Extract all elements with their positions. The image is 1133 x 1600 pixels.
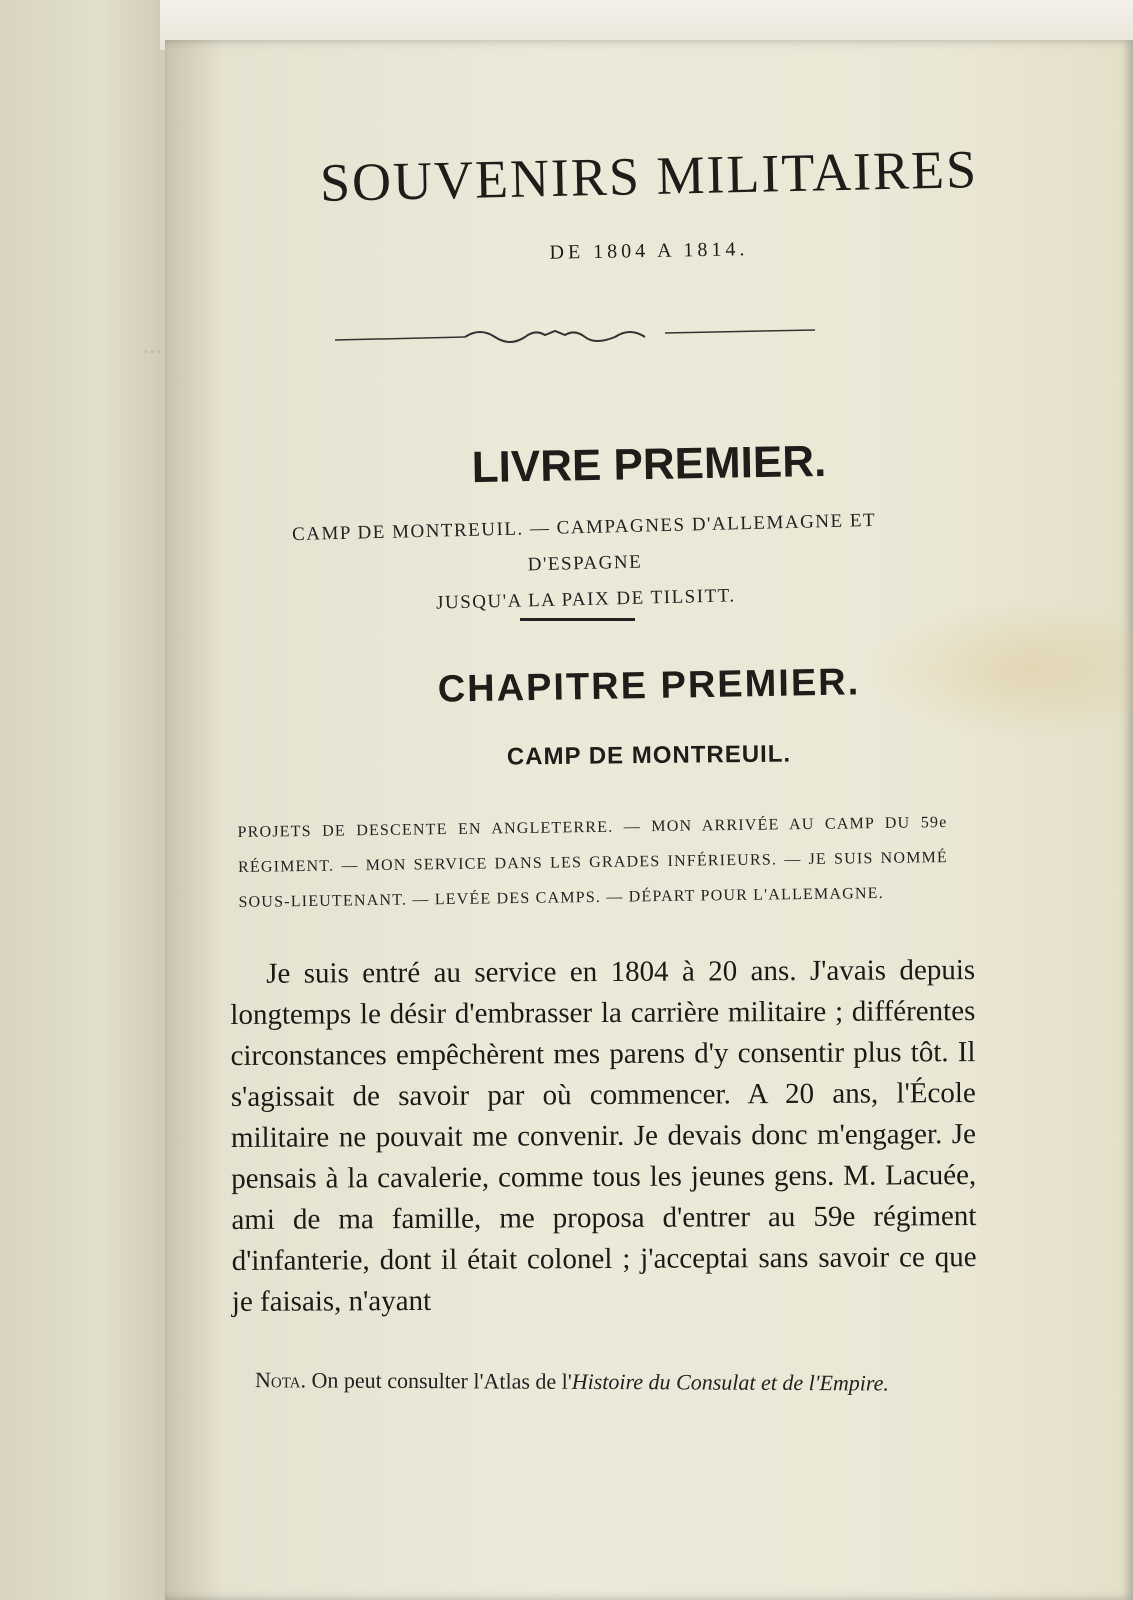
chapter-subtitle: CAMP DE MONTREUIL.	[506, 740, 792, 771]
footnote-text: On peut consulter l'Atlas de l'	[305, 1367, 572, 1394]
body-paragraph: Je suis entré au service en 1804 à 20 ans. J'avais depuis longtemps le désir d'embrasser la carrière militaire ; différentes circonstances empêchèrent mes parens d'y consentir plus tôt. Il s'agissait de savoir par où commencer. A 20 ans, l'École militaire ne pouvait me convenir. Je devais donc m'engager. Je pensais à la cavalerie, comme tous les jeunes gens. M. Lacuée, ami de ma famille, me proposa d'entrer au 59e régiment d'infanterie, dont il était colonel ; j'acceptai sans savoir ce que je faisais, n'ayant	[230, 954, 977, 1318]
livre-subtitle-line: JUSQU'A LA PAIX DE TILSITT.	[435, 585, 736, 614]
livre-title: LIVRE PREMIER.	[471, 436, 827, 493]
chapter-title: CHAPITRE PREMIER.	[437, 661, 861, 711]
body-text	[230, 950, 977, 1323]
footnote-italic: Histoire du Consulat et de l'Empire.	[571, 1368, 890, 1396]
chapter-summary: PROJETS DE DESCENTE EN ANGLETERRE. — MON ARRIVÉE AU CAMP DU 59e RÉGIMENT. — MON SERVICE DANS LES GRADES INFÉRIEURS. — JE SUIS NOMMÉ SOUS-LIEUTENANT. — LEVÉE DES CAMPS. — DÉPART POUR L'ALLEMAGNE.	[237, 814, 949, 911]
section-rule	[520, 618, 635, 621]
ornament-divider-icon	[335, 320, 815, 350]
book-page	[165, 40, 1133, 1600]
footnote	[231, 1363, 976, 1401]
book-dates: DE 1804 A 1814.	[549, 238, 749, 264]
book-title: SOUVENIRS MILITAIRES	[319, 139, 979, 213]
livre-subtitle	[234, 501, 936, 626]
facing-page	[0, 0, 170, 1600]
footnote-label: Nota.	[254, 1367, 307, 1393]
bleed-through-text: ...	[142, 330, 162, 359]
livre-subtitle-line: CAMP DE MONTREUIL. — CAMPAGNES D'ALLEMAGNE ET D'ESPAGNE	[291, 509, 877, 576]
